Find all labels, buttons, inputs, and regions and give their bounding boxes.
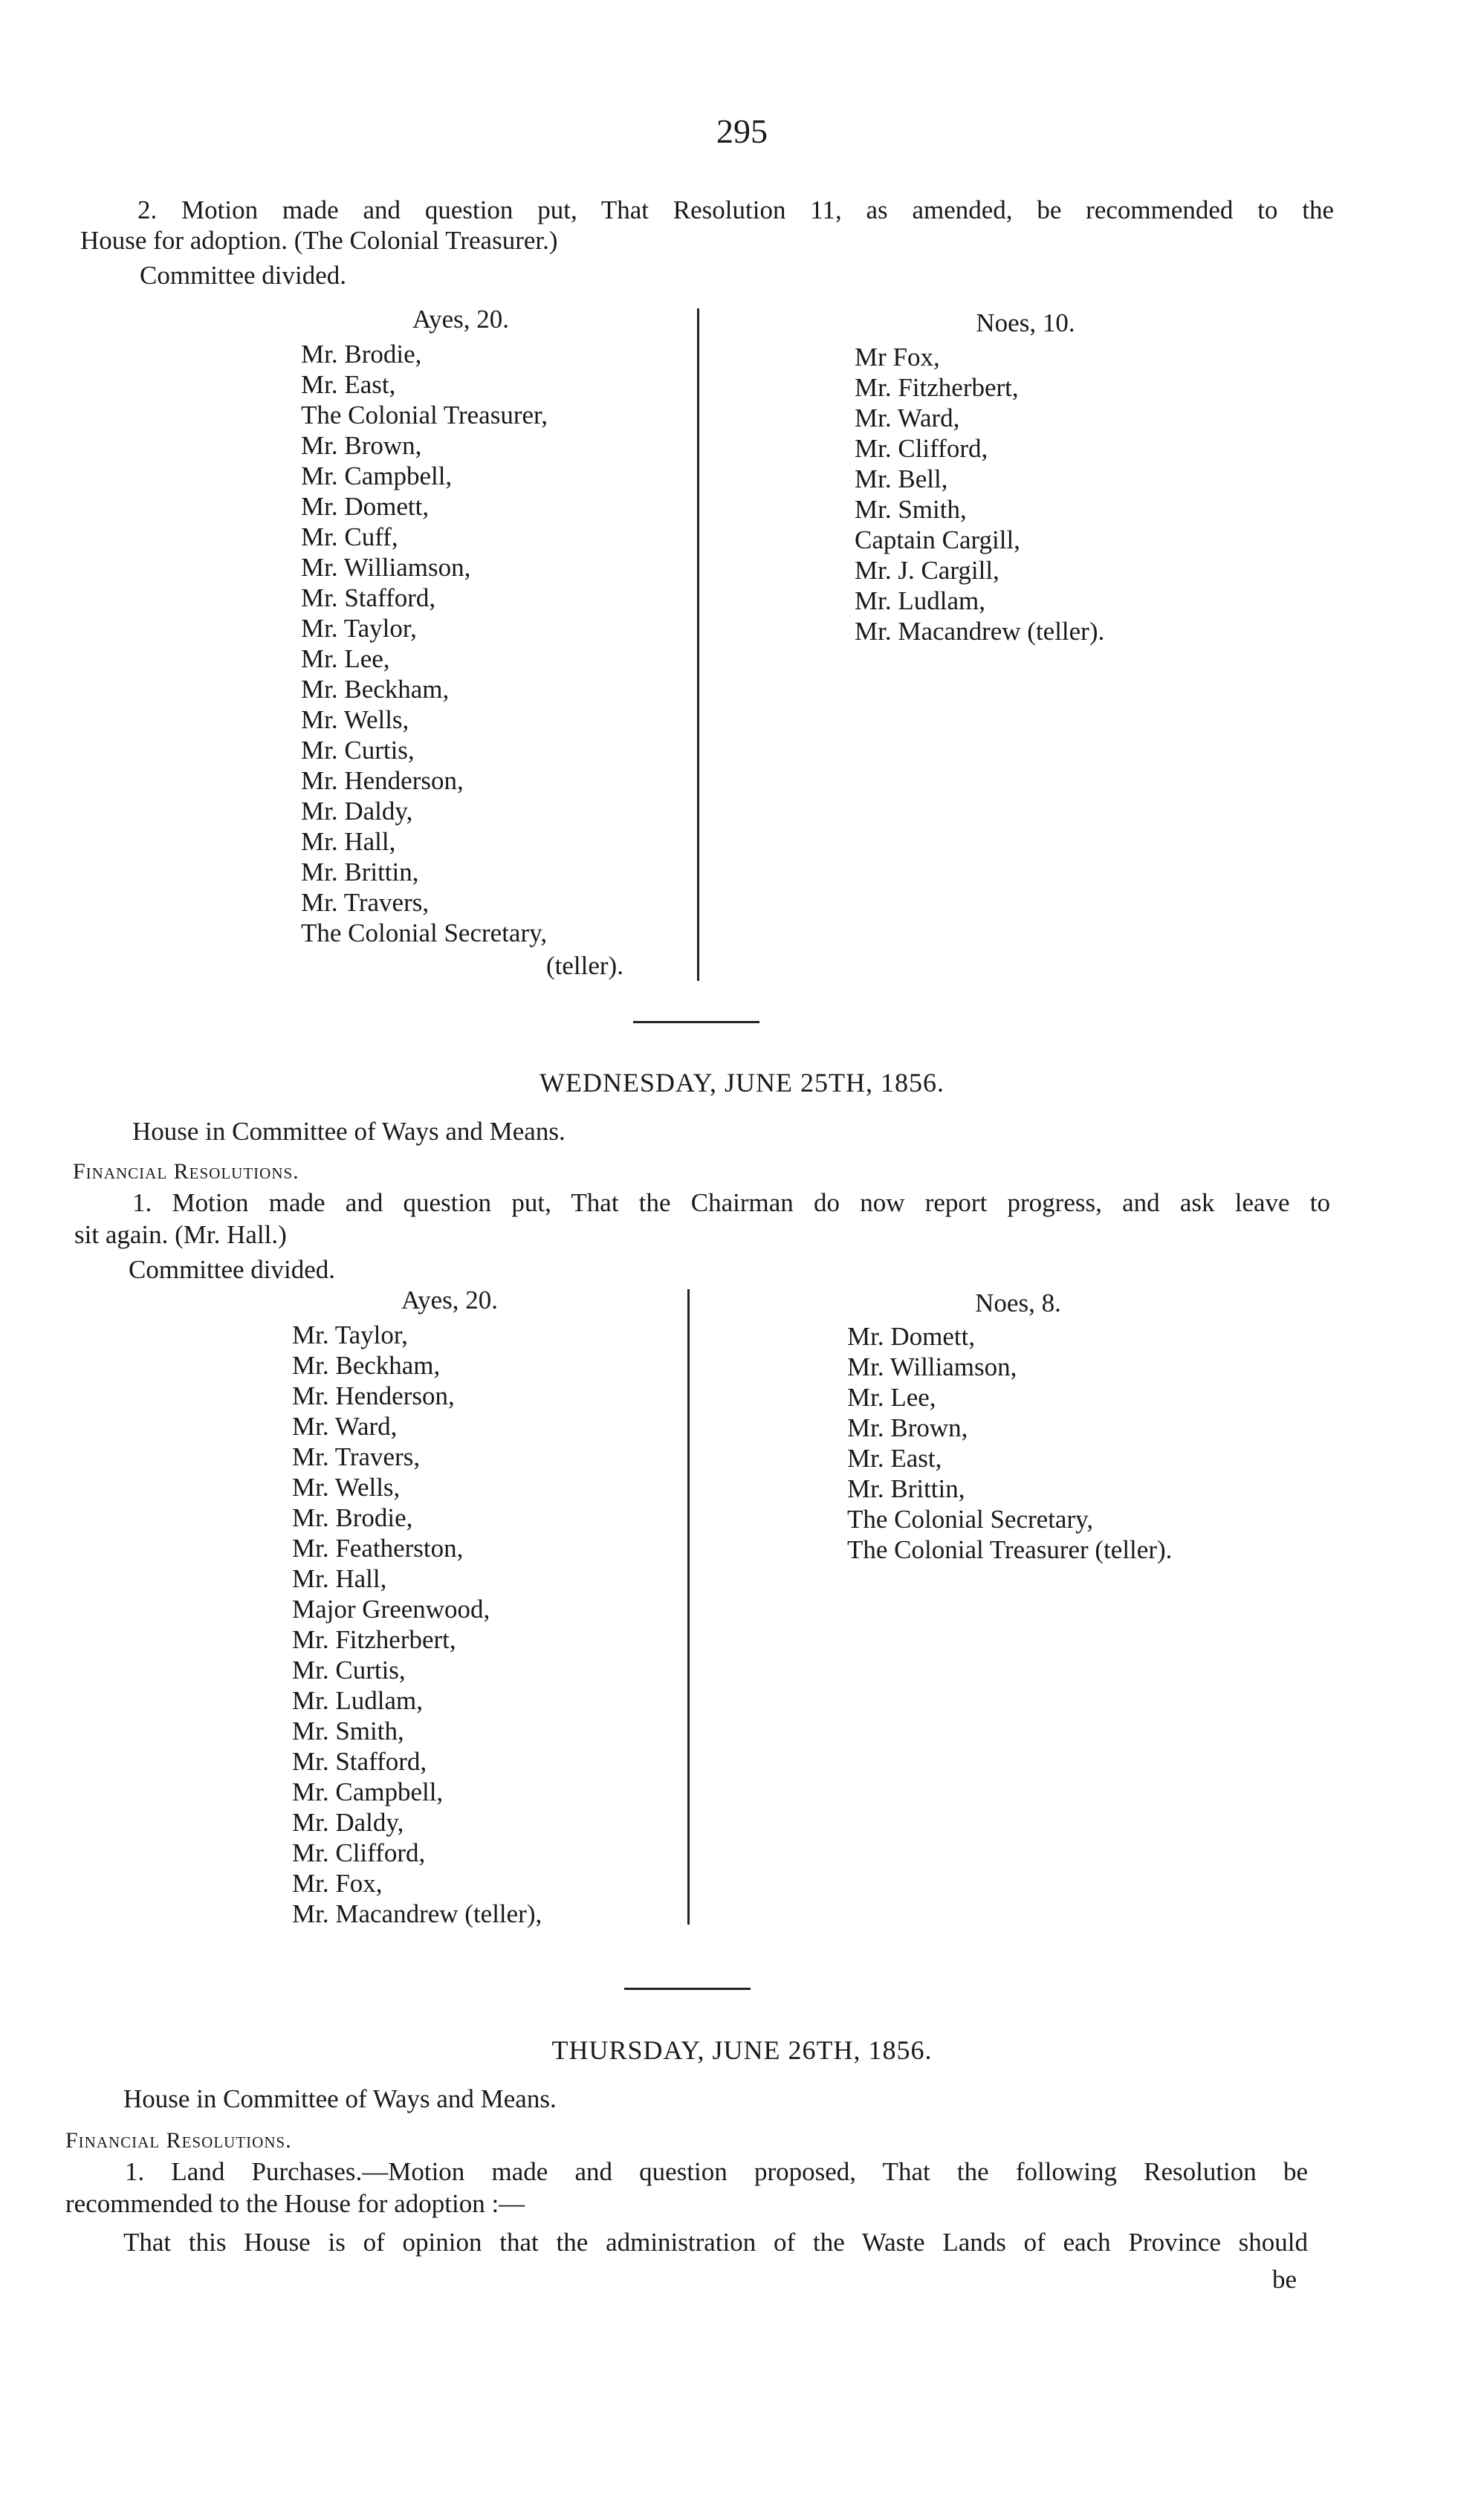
aye-member: Mr. Curtis, <box>301 736 415 765</box>
division-divider-1 <box>697 308 699 981</box>
aye-member: Mr. Lee, <box>301 644 390 673</box>
aye-member: Mr. Wells, <box>292 1473 401 1502</box>
aye-member: Mr. Beckham, <box>292 1351 441 1380</box>
aye-member: Mr. Brodie, <box>292 1503 413 1532</box>
aye-member: Mr. Brodie, <box>301 340 422 369</box>
ayes-title-2: Ayes, 20. <box>401 1286 498 1314</box>
aye-member: Mr. Travers, <box>292 1442 421 1471</box>
no-member: Mr. J. Cargill, <box>855 556 999 585</box>
aye-member: Mr. Brown, <box>301 431 422 460</box>
aye-member: Mr. Beckham, <box>301 675 450 704</box>
day-heading-wednesday: WEDNESDAY, JUNE 25TH, 1856. <box>539 1068 944 1098</box>
no-member: Mr. Williamson, <box>847 1352 1017 1381</box>
house-in-committee-2: House in Committee of Ways and Means. <box>132 1117 566 1146</box>
aye-member: The Colonial Secretary, <box>301 918 548 947</box>
ayes-list-2 <box>292 1320 542 1929</box>
aye-member: Mr. Fitzherbert, <box>292 1625 456 1654</box>
section-rule-2 <box>624 1988 751 1990</box>
no-member: Mr. Domett, <box>847 1322 976 1351</box>
motion-2-line-2: House for adoption. (The Colonial Treasurer.) <box>80 226 558 255</box>
noes-list-1 <box>855 342 1104 646</box>
noes-title-1: Noes, 10. <box>976 308 1075 337</box>
aye-member: Mr. Ludlam, <box>292 1686 423 1715</box>
financial-resolutions-2: Financial Resolutions. <box>73 1159 299 1184</box>
section-rule-1 <box>633 1021 759 1023</box>
aye-member: Mr. Taylor, <box>301 614 417 643</box>
no-member: Mr. Ward, <box>855 403 960 432</box>
aye-member: Mr. Hall, <box>292 1564 387 1593</box>
motion-1-line-1: 1. Motion made and question put, That the Chairman do now report progress, and ask leave to <box>132 1188 1330 1217</box>
no-member: Mr. Clifford, <box>855 434 988 463</box>
motion-2-line-1: 2. Motion made and question put, That Resolution 11, as amended, be recommended to the <box>137 195 1334 224</box>
noes-list-2 <box>847 1321 1172 1565</box>
no-member: Captain Cargill, <box>855 525 1020 554</box>
aye-member: Mr. East, <box>301 370 396 399</box>
aye-member: Mr. Featherston, <box>292 1534 464 1563</box>
division-divider-2 <box>687 1289 690 1925</box>
aye-member: Mr. Campbell, <box>301 461 453 490</box>
motion-1-line-2: sit again. (Mr. Hall.) <box>74 1220 287 1249</box>
no-member: Mr Fox, <box>855 343 940 372</box>
aye-member: Mr. Clifford, <box>292 1838 426 1867</box>
committee-divided-2: Committee divided. <box>129 1255 336 1284</box>
aye-member: Major Greenwood, <box>292 1595 490 1624</box>
no-member: Mr. Smith, <box>855 495 967 524</box>
aye-member: Mr. Taylor, <box>292 1320 408 1349</box>
no-member: Mr. Brown, <box>847 1413 968 1442</box>
noes-title-2: Noes, 8. <box>975 1288 1061 1317</box>
aye-member: Mr. Brittin, <box>301 858 419 886</box>
no-member: Mr. Ludlam, <box>855 586 985 615</box>
no-member: Mr. Bell, <box>855 464 948 493</box>
committee-divided-1: Committee divided. <box>140 261 347 290</box>
aye-member: Mr. Domett, <box>301 492 430 521</box>
aye-member: Mr. Daldy, <box>292 1808 404 1837</box>
aye-member: Mr. Macandrew (teller), <box>292 1899 542 1928</box>
aye-member: Mr. Stafford, <box>301 583 436 612</box>
catchword: be <box>1272 2265 1297 2294</box>
ayes-title-1: Ayes, 20. <box>412 305 509 334</box>
land-purchases-line-1: 1. Land Purchases.—Motion made and question proposed, That the following Resolution be <box>125 2157 1308 2186</box>
no-member: Mr. East, <box>847 1444 942 1473</box>
aye-member: Mr. Campbell, <box>292 1777 444 1806</box>
aye-member: Mr. Cuff, <box>301 522 398 551</box>
aye-member: Mr. Daldy, <box>301 797 413 826</box>
aye-member: Mr. Curtis, <box>292 1656 406 1685</box>
aye-member: The Colonial Treasurer, <box>301 401 548 429</box>
aye-member: Mr. Fox, <box>292 1869 383 1898</box>
ayes-teller-1: (teller). <box>546 951 623 980</box>
no-member: Mr. Lee, <box>847 1383 936 1412</box>
no-member: The Colonial Secretary, <box>847 1505 1094 1534</box>
aye-member: Mr. Hall, <box>301 827 396 856</box>
financial-resolutions-3: Financial Resolutions. <box>65 2128 292 2153</box>
no-member: Mr. Brittin, <box>847 1474 965 1503</box>
resolution-text-line: That this House is of opinion that the administration of the Waste Lands of each Province should <box>123 2228 1308 2257</box>
aye-member: Mr. Travers, <box>301 888 430 917</box>
no-member: Mr. Fitzherbert, <box>855 373 1019 402</box>
aye-member: Mr. Smith, <box>292 1716 404 1745</box>
aye-member: Mr. Henderson, <box>292 1381 455 1410</box>
aye-member: Mr. Williamson, <box>301 553 471 582</box>
land-purchases-line-2: recommended to the House for adoption :— <box>65 2189 525 2218</box>
day-heading-thursday: THURSDAY, JUNE 26TH, 1856. <box>551 2035 933 2065</box>
house-in-committee-3: House in Committee of Ways and Means. <box>123 2084 557 2113</box>
no-member: The Colonial Treasurer (teller). <box>847 1535 1173 1564</box>
aye-member: Mr. Henderson, <box>301 766 464 795</box>
ayes-list-1 <box>301 339 548 948</box>
aye-member: Mr. Wells, <box>301 705 409 734</box>
page-number: 295 <box>716 112 768 150</box>
no-member: Mr. Macandrew (teller). <box>855 617 1105 646</box>
aye-member: Mr. Ward, <box>292 1412 398 1441</box>
aye-member: Mr. Stafford, <box>292 1747 427 1776</box>
